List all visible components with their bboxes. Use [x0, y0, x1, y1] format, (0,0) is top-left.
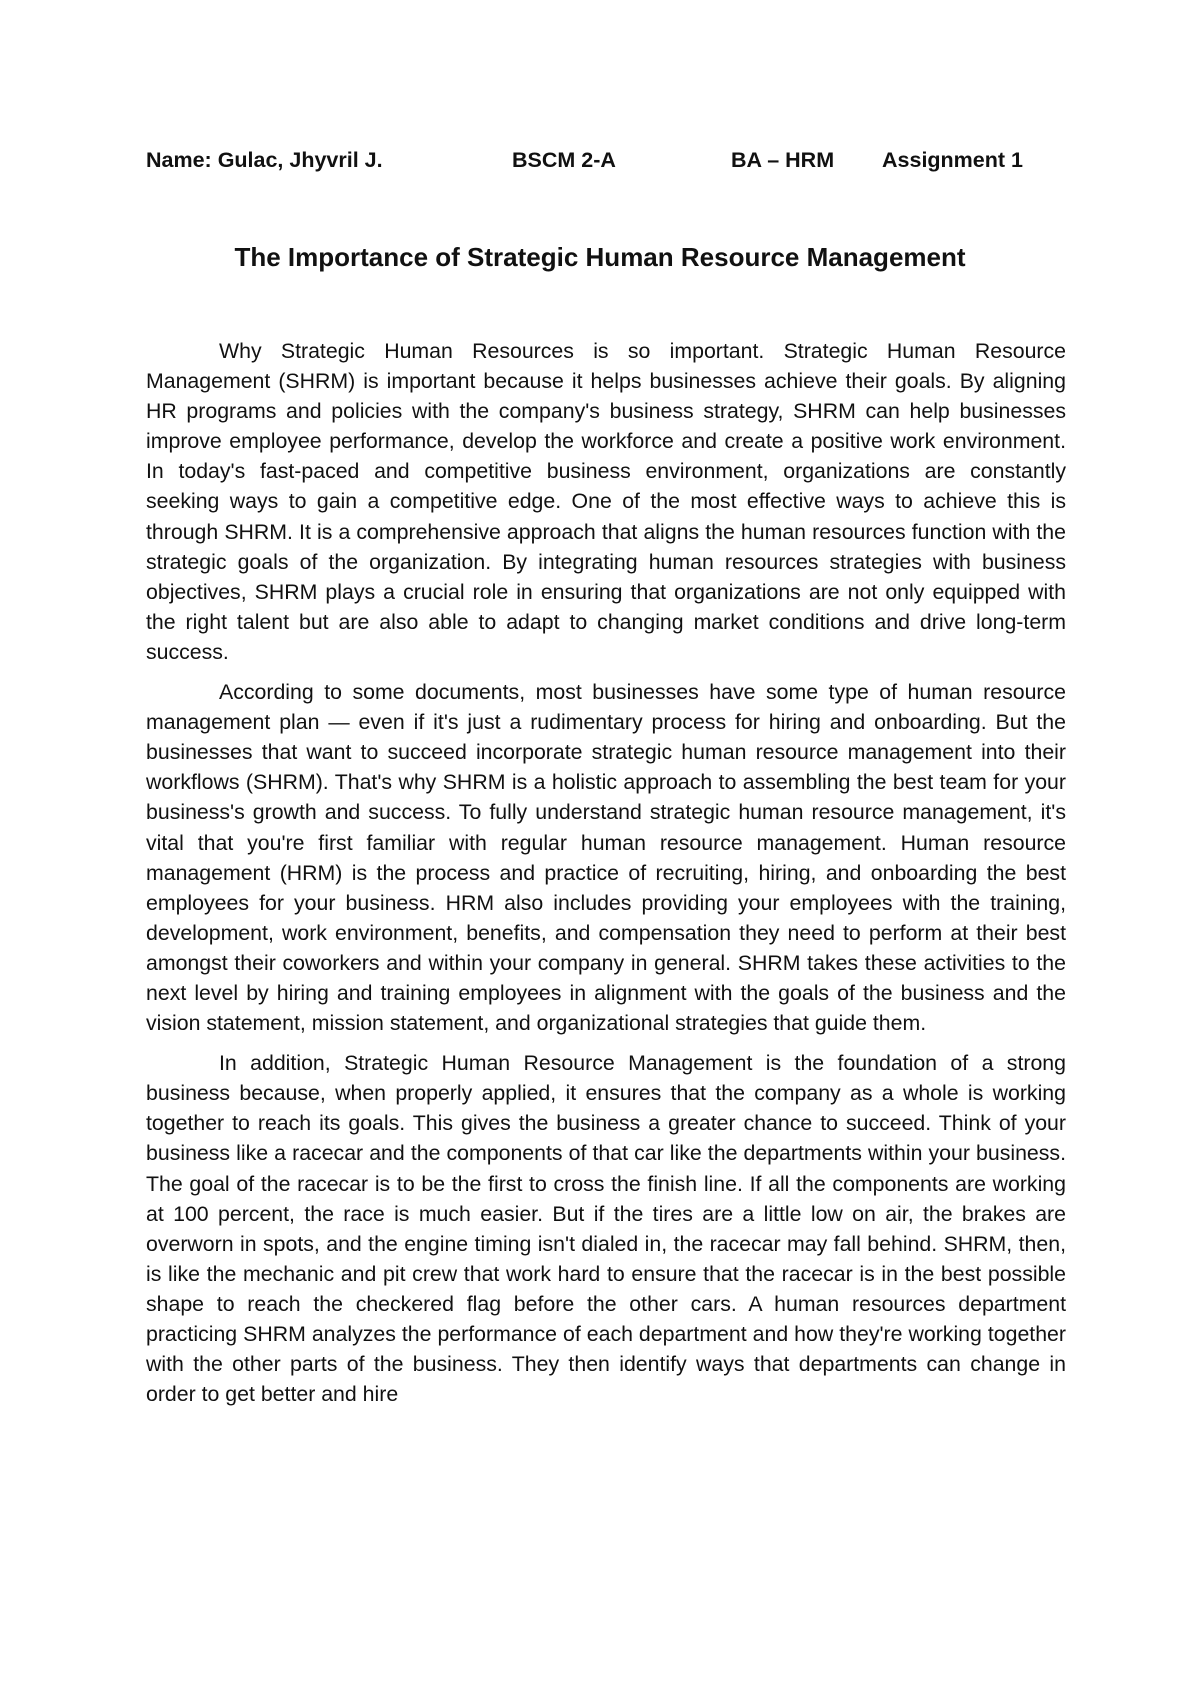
student-name: Name: Gulac, Jhyvril J.	[146, 148, 383, 172]
paragraph: According to some documents, most businesses have some type of human resource management plan — even if it's just a rudimentary process for hiring and onboarding. But the businesses that want to succeed incorporate strategic human resource management into their workflows (SHRM). That's why SHRM is a holistic approach to assembling the best team for your business's growth and success. To fully understand strategic human resource management, it's vital that you're first familiar with regular human resource management. Human resource management (HRM) is the process and practice of recruiting, hiring, and onboarding the best employees for your business. HRM also includes providing your employees with the training, development, work environment, benefits, and compensation they need to perform at their best amongst their coworkers and within your company in general. SHRM takes these activities to the next level by hiring and training employees in alignment with the goals of the business and the vision statement, mission statement, and organizational strategies that guide them.	[146, 680, 1066, 1036]
subject-code: BA – HRM	[731, 148, 835, 172]
document-body	[146, 336, 1066, 1419]
class-section: BSCM 2-A	[512, 148, 616, 172]
assignment-header	[146, 146, 1066, 174]
paragraph: Why Strategic Human Resources is so important. Strategic Human Resource Management (SHRM) is important because it helps businesses achieve their goals. By aligning HR programs and policies with the company's business strategy, SHRM can help businesses improve employee performance, develop the workforce and create a positive work environment. In today's fast-paced and competitive business environment, organizations are constantly seeking ways to gain a competitive edge. One of the most effective ways to achieve this is through SHRM. It is a comprehensive approach that aligns the human resources function with the strategic goals of the organization. By integrating human resources strategies with business objectives, SHRM plays a crucial role in ensuring that organizations are not only equipped with the right talent but are also able to adapt to changing market conditions and drive long-term success.	[146, 339, 1066, 664]
assignment-label: Assignment 1	[882, 148, 1023, 172]
paragraph: In addition, Strategic Human Resource Management is the foundation of a strong business because, when properly applied, it ensures that the company as a whole is working together to reach its goals. This gives the business a greater chance to succeed. Think of your business like a racecar and the components of that car like the departments within your business. The goal of the racecar is to be the first to cross the finish line. If all the components are working at 100 percent, the race is much easier. But if the tires are a little low on air, the brakes are overworn in spots, and the engine timing isn't dialed in, the racecar may fall behind. SHRM, then, is like the mechanic and pit crew that work hard to ensure that the racecar is in the best possible shape to reach the checkered flag before the other cars. A human resources department practicing SHRM analyzes the performance of each department and how they're working together with the other parts of the business. They then identify ways that departments can change in order to get better and hire	[146, 1051, 1066, 1407]
document-title: The Importance of Strategic Human Resource Management	[234, 242, 966, 272]
